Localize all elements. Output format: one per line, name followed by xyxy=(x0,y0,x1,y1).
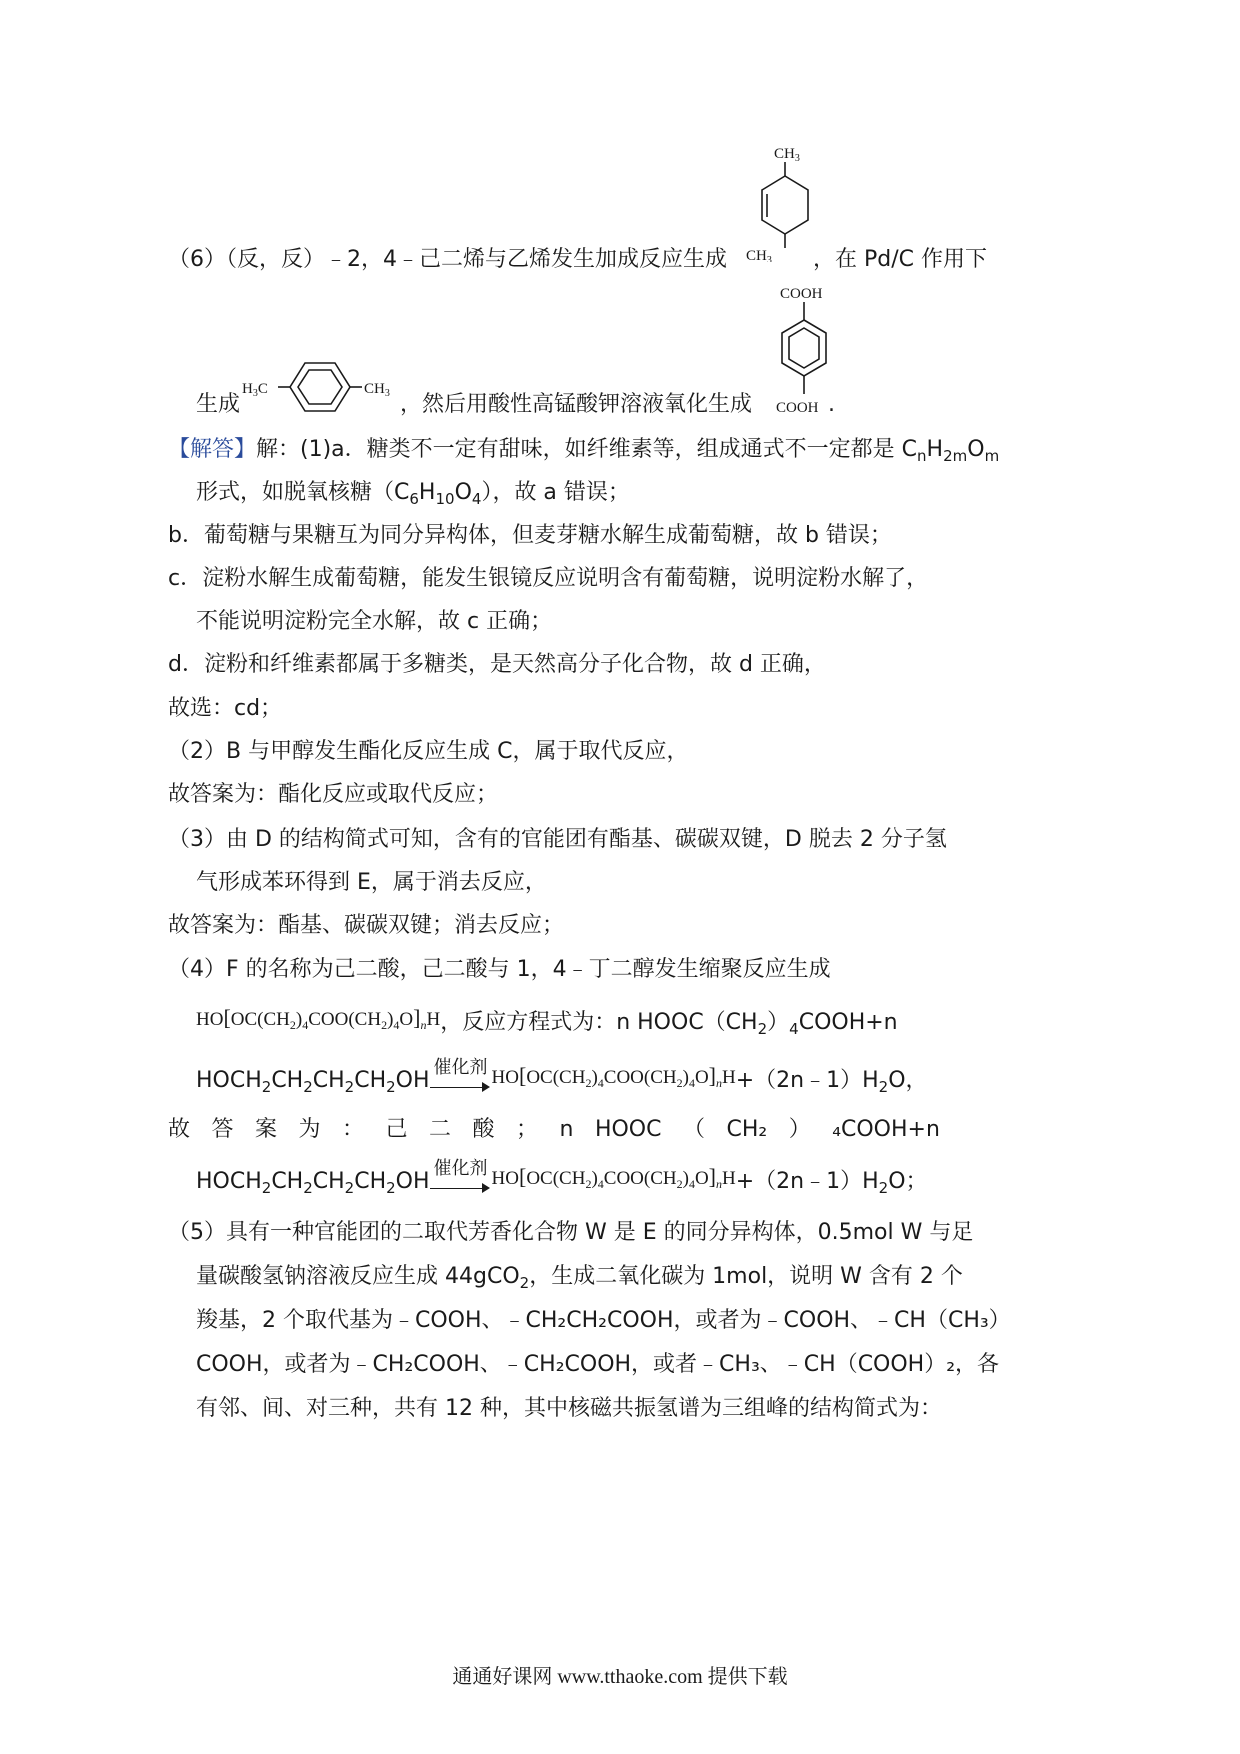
answer-line-10: （3）由 D 的结构简式可知，含有的官能团有酯基、碳碳双键，D 脱去 2 分子氢 xyxy=(168,827,947,852)
q6-text-1: （6）（反，反）﹣2，4﹣己二烯与乙烯发生加成反应生成 xyxy=(168,247,727,272)
answer-tag: 【解答】 xyxy=(168,437,257,462)
q6-line-1 xyxy=(168,245,987,275)
answer-line-5: 不能说明淀粉完全水解，故 c 正确； xyxy=(196,609,553,634)
svg-text:CH3: $CH_3$ xyxy=(364,381,390,399)
svg-text:CH3: $CH_3$ xyxy=(746,248,772,262)
answer-line-2: 形式，如脱氧核糖$(C_6H_{10}O_4)$，故 a 错误； xyxy=(196,480,630,508)
answer-line-14: $HO[OC(CH_2)_4COO(CH_2)_4O]_nH$，反应方程式为：n $HOOC(CH_2)_4COOH+n$ xyxy=(196,1005,898,1038)
answer-line-4: c．淀粉水解生成葡萄糖，能发生银镜反应说明含有葡萄糖，说明淀粉水解了， xyxy=(168,566,929,591)
answer-line-9: 故答案为：酯化反应或取代反应； xyxy=(168,782,499,807)
svg-text:COOH: COOH xyxy=(776,400,819,416)
answer-line-8: （2）B 与甲醇发生酯化反应生成 C，属于取代反应， xyxy=(168,739,689,764)
answer-line-13: （4）F 的名称为己二酸，己二酸与 1，4﹣丁二醇发生缩聚反应生成 xyxy=(168,957,831,982)
equation-line-1: $HOCH_2CH_2CH_2CH_2OH$ 催化剂 $HO[OC(CH_2)_4COO(CH_2)_4O]_nH+(2n﹣1)H_2O$， xyxy=(196,1057,928,1096)
answer-line-6: d．淀粉和纤维素都属于多糖类，是天然高分子化合物，故 d 正确， xyxy=(168,652,826,677)
answer-line-11: 气形成苯环得到 E，属于消去反应， xyxy=(196,870,547,895)
answer-line-3: b．葡萄糖与果糖互为同分异构体，但麦芽糖水解生成葡萄糖，故 b 错误； xyxy=(168,523,892,548)
catalyst-arrow: 催化剂 xyxy=(430,1065,492,1095)
answer-line-1: 【解答】解：(1)a．糖类不一定有甜味，如纤维素等，组成通式不一定都是 $C_nH_{2m}O_m$ xyxy=(168,437,1000,465)
answer-line-20: 羧基，2 个取代基为﹣COOH、﹣CH₂CH₂COOH，或者为﹣COOH、﹣CH（CH₃） xyxy=(196,1308,1011,1333)
answer-line-7: 故选：cd； xyxy=(168,696,283,721)
page-footer: 通通好课网 www.tthaoke.com 提供下载 xyxy=(452,1666,788,1688)
answer-line-21: COOH，或者为﹣CH₂COOH、﹣CH₂COOH，或者﹣CH₃、﹣CH（COOH）₂，各 xyxy=(196,1352,1000,1377)
answer-line-22: 有邻、间、对三种，共有 12 种，其中核磁共振氢谱为三组峰的结构简式为： xyxy=(196,1396,942,1421)
svg-text:COOH: COOH xyxy=(780,286,823,302)
svg-text:H3C: $H_3C$ xyxy=(242,381,268,399)
answer-line-18: （5）具有一种官能团的二取代芳香化合物 W 是 E 的同分异构体，0.5mol W 与足 xyxy=(168,1220,974,1245)
q6-line-2: 生成 ，然后用酸性高锰酸钾溶液氧化生成 . xyxy=(196,392,836,417)
answer-line-12: 故答案为：酯基、碳碳双键；消去反应； xyxy=(168,913,565,938)
answer-line-16: 故 答 案 为 ： 己 二 酸 ； n HOOC （ CH₂ ） ₄COOH+n xyxy=(168,1117,940,1142)
answer-line-19: 量碳酸氢钠溶液反应生成 44gCO$_2$，生成二氧化碳为 1mol，说明 W 含有 2 个 xyxy=(196,1264,963,1292)
catalyst-arrow: 催化剂 xyxy=(430,1166,492,1196)
polymer-formula: $HO[OC(CH_2)_4COO(CH_2)_4O]_nH$ xyxy=(196,1005,441,1032)
equation-line-2: $HOCH_2CH_2CH_2CH_2OH$ 催化剂 $HO[OC(CH_2)_4COO(CH_2)_4O]_nH+(2n﹣1)H_2O$； xyxy=(196,1158,928,1197)
q6-text-2: ，在 Pd/C 作用下 xyxy=(813,247,987,272)
svg-text:CH3: $CH_3$ xyxy=(774,146,800,164)
